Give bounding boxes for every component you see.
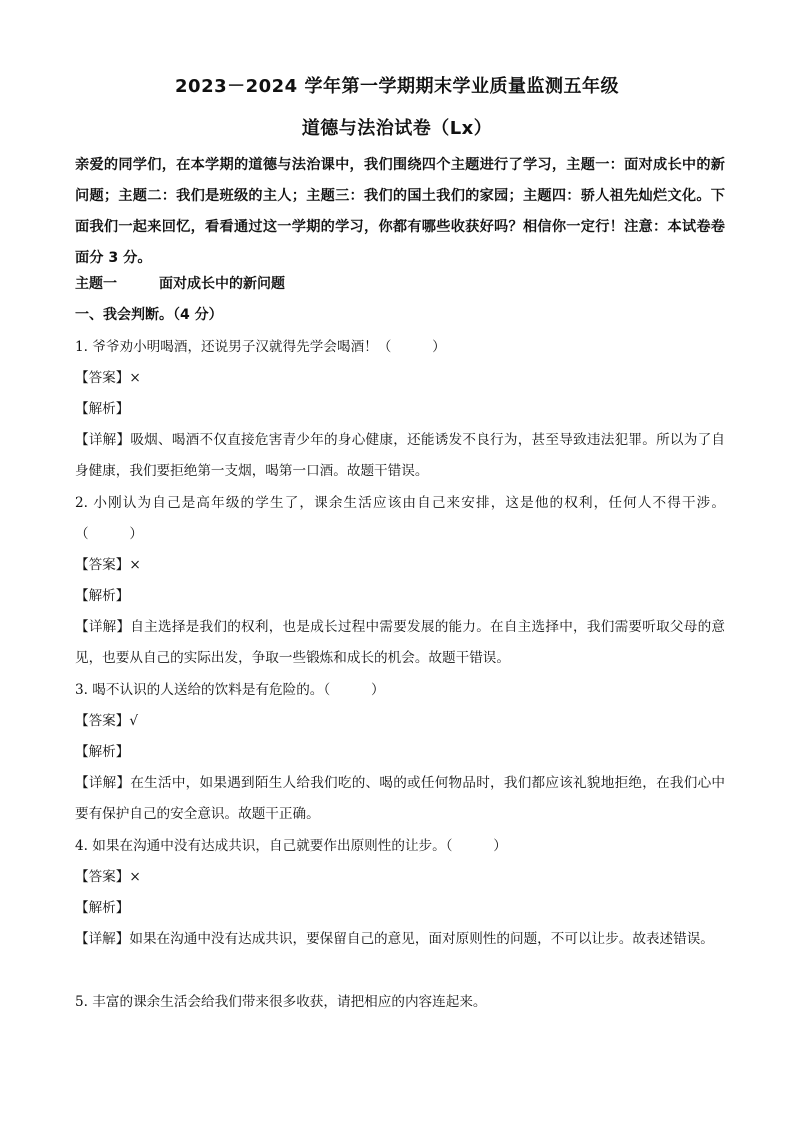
question-1-answer-row	[75, 368, 725, 388]
question-4-answer: ×	[129, 869, 141, 885]
question-2-stem-block	[75, 488, 725, 550]
answer-label: 【答案】	[75, 869, 130, 885]
detail-label: 【详解】	[75, 931, 130, 947]
detail-label: 【详解】	[75, 775, 131, 791]
theme-label: 主题一	[75, 276, 117, 292]
question-3-detail	[75, 768, 725, 830]
theme-title: 面对成长中的新问题	[159, 276, 285, 292]
question-3-analysis-label: 【解析】	[75, 744, 130, 760]
answer-label: 【答案】	[75, 557, 130, 573]
theme-heading	[75, 274, 725, 294]
question-4-detail-text: 如果在沟通中没有达成共识，要保留自己的意见，面对原则性的问题，不可以让步。故表述错误。	[129, 931, 714, 947]
question-1-stem: 1. 爷爷劝小明喝酒，还说男子汉就得先学会喝酒！（ ）	[75, 339, 446, 355]
detail-label: 【详解】	[75, 432, 131, 448]
question-2-answer: ×	[129, 557, 141, 573]
question-2-stem: 2. 小刚认为自己是高年级的学生了，课余生活应该由自己来安排，这是他的权利，任何人不得干涉。（ ）	[75, 495, 725, 542]
question-5-stem: 5. 丰富的课余生活会给我们带来很多收获，请把相应的内容连起来。	[75, 994, 487, 1010]
question-2-detail-text: 自主选择是我们的权利，也是成长过程中需要发展的能力。在自主选择中，我们需要听取父母的意见，也要从自己的实际出发，争取一些锻炼和成长的机会。故题干错误。	[75, 619, 726, 666]
question-1-answer: ×	[129, 370, 141, 386]
question-4-detail	[75, 924, 725, 955]
detail-label: 【详解】	[75, 619, 131, 635]
question-2-detail	[75, 612, 725, 674]
question-3-detail-text: 在生活中，如果遇到陌生人给我们吃的、喝的或任何物品时，我们都应该礼貌地拒绝，在我们心中要有保护自己的安全意识。故题干正确。	[75, 775, 726, 822]
question-4-answer-row	[75, 867, 725, 887]
question-4-stem: 4. 如果在沟通中没有达成共识，自己就要作出原则性的让步。（ ）	[75, 838, 507, 854]
question-2-answer-row	[75, 555, 725, 575]
answer-label: 【答案】	[75, 713, 130, 729]
intro-paragraph	[75, 150, 725, 274]
answer-label: 【答案】	[75, 370, 130, 386]
part-title: 一、我会判断。（4 分）	[75, 307, 223, 323]
question-2-analysis-label: 【解析】	[75, 588, 130, 604]
question-1-detail-text: 吸烟、喝酒不仅直接危害青少年的身心健康，还能诱发不良行为，甚至导致违法犯罪。所以为了自身健康，我们要拒绝第一支烟，喝第一口酒。故题干错误。	[75, 432, 726, 479]
question-3-answer-row	[75, 711, 725, 731]
question-3-answer: √	[129, 713, 139, 729]
exam-title-line2: 道德与法治试卷（Lx）	[301, 118, 493, 139]
exam-title-line1: 2023－2024 学年第一学期期末学业质量监测五年级	[175, 76, 619, 97]
question-4-analysis-label: 【解析】	[75, 900, 130, 916]
question-1-detail	[75, 425, 725, 487]
question-3-stem: 3. 喝不认识的人送给的饮料是有危险的。（ ）	[75, 682, 385, 698]
question-1-analysis-label: 【解析】	[75, 401, 130, 417]
intro-text: 亲爱的同学们，在本学期的道德与法治课中，我们围绕四个主题进行了学习，主题一：面对成长中的新问题；主题二：我们是班级的主人；主题三：我们的国土我们的家园；主题四：骄人祖先灿烂文化。下面我们一起来回忆，看看通过这一学期的学习，你都有哪些收获好吗？相信你一定行！注意：本试卷卷面分 3 分。	[75, 157, 725, 266]
